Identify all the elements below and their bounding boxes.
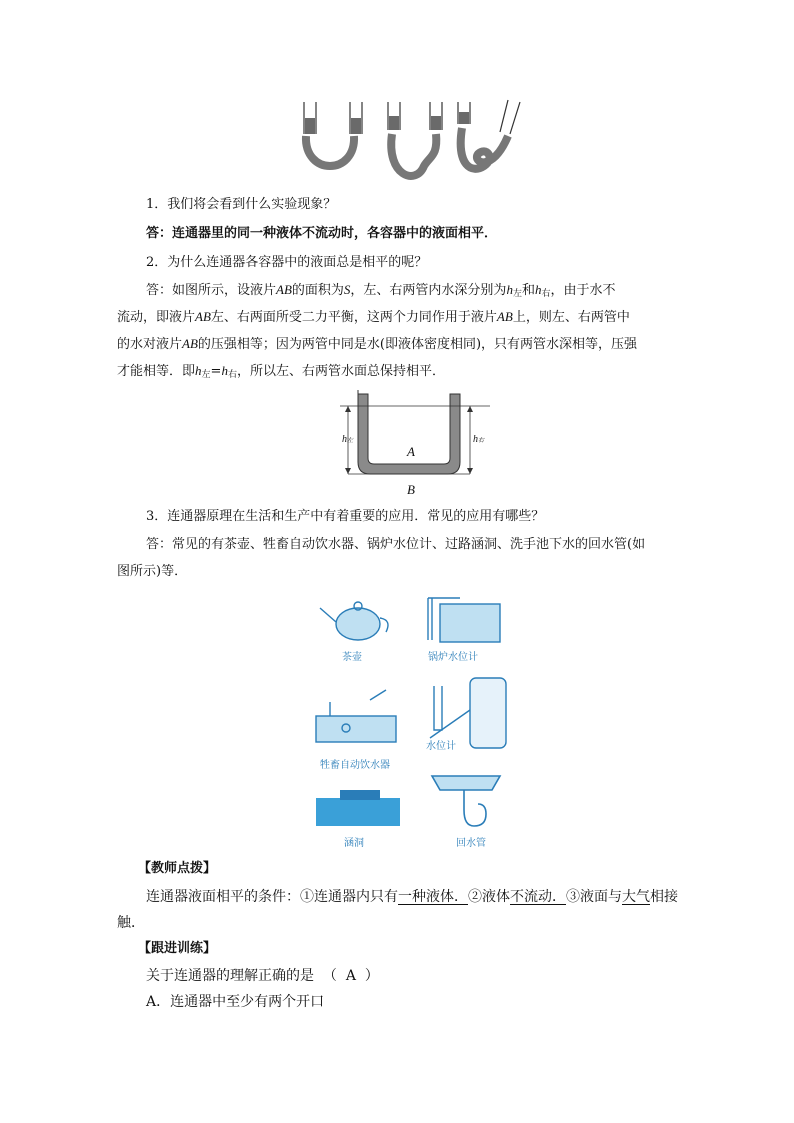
- connected-vessel-applications-figure: [310, 590, 510, 849]
- u-tube-experiment-figure: [296, 96, 526, 188]
- return-pipe-image: [432, 776, 500, 826]
- livestock-drinker-image: [316, 690, 396, 742]
- q2-answer-line-2: 流动，即液片AB左、右两面所受二力平衡，这两个力同作用于液片AB上，则左、右两管中: [117, 309, 630, 325]
- q1-question: 1．我们将会看到什么实验现象？: [146, 197, 337, 212]
- label-b: B: [407, 482, 415, 497]
- culvert-image: [316, 790, 400, 826]
- label-a: A: [407, 444, 415, 459]
- q1-answer: 答：连通器里的同一种液体不流动时，各容器中的液面相平．: [146, 226, 498, 241]
- caption-boiler-gauge: 锅炉水位计: [428, 652, 478, 663]
- practice-option-a: A．连通器中至少有两个开口: [146, 994, 325, 1010]
- tip-blank-2: 不流动．: [510, 889, 566, 905]
- practice-answer: A: [345, 968, 356, 984]
- teapot-image: [320, 602, 388, 640]
- q2-answer-line-1: 答：如图所示，设液片AB的面积为S，左、右两管内水深分别为$h_左$和$h_右$，由于水不: [146, 282, 616, 299]
- boiler-gauge-image: [428, 598, 500, 642]
- tip-heading: 【教师点拨】: [138, 861, 217, 876]
- caption-teapot: 茶壶: [342, 652, 362, 663]
- label-h-left: h左: [342, 434, 354, 445]
- q2-answer-line-4: 才能相等．即$h_左=h_右$，所以左、右两管水面总保持相平．: [117, 363, 445, 380]
- q2-question: 2．为什么连通器各容器中的液面总是相平的呢？: [146, 255, 428, 270]
- practice-heading: 【跟进训练】: [138, 941, 217, 956]
- q3-question: 3．连通器原理在生活和生产中有着重要的应用．常见的应用有哪些？: [146, 509, 545, 524]
- tip-line-1: 连通器液面相平的条件：①连通器内只有一种液体．②液体不流动．③液面与大气相接: [146, 889, 678, 905]
- caption-return-pipe: 回水管: [456, 838, 486, 849]
- q3-answer-line-2: 图所示)等．: [117, 564, 188, 579]
- tip-blank-1: 一种液体．: [398, 889, 468, 905]
- tip-blank-3: 大气: [622, 889, 650, 905]
- practice-stem: 关于连通器的理解正确的是 （ A ）: [146, 968, 379, 984]
- caption-water-gauge: 水位计: [426, 741, 456, 752]
- q3-answer-line-1: 答：常见的有茶壶、牲畜自动饮水器、锅炉水位计、过路涵洞、洗手池下水的回水管(如: [146, 537, 646, 552]
- u-tube-pressure-diagram: [340, 390, 490, 498]
- q2-answer-line-3: 的水对液片AB的压强相等；因为两管中同是水(即液体密度相同)，只有两管水深相等，压强: [117, 336, 638, 352]
- caption-livestock-drinker: 牲畜自动饮水器: [320, 760, 390, 771]
- tip-line-2: 触．: [117, 915, 145, 931]
- caption-culvert: 涵洞: [344, 838, 364, 849]
- label-h-right: h右: [473, 434, 485, 445]
